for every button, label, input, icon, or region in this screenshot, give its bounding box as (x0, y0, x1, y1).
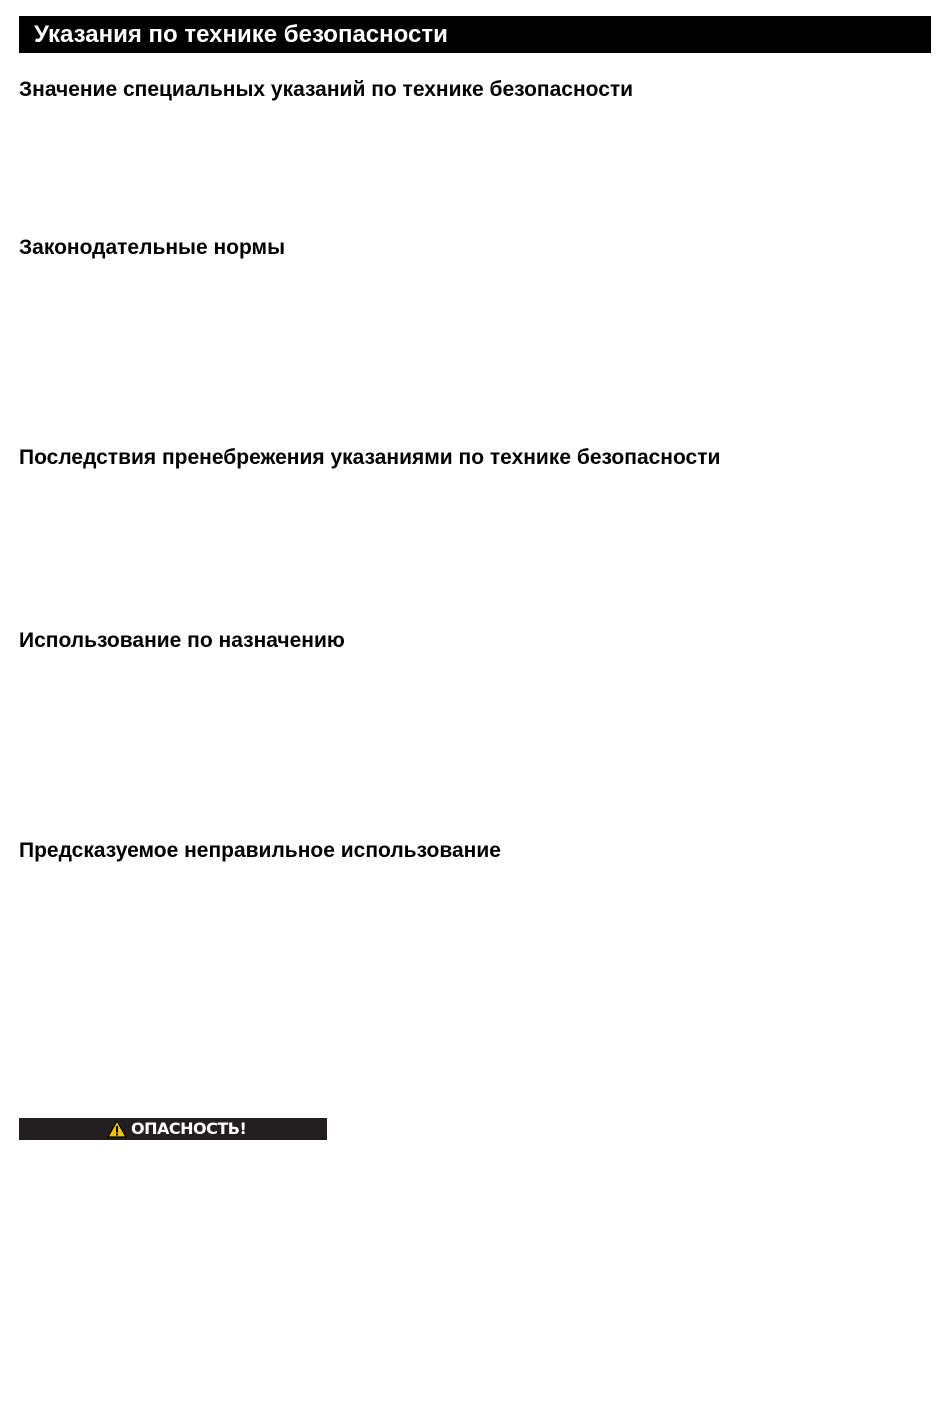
section-heading-foreseeable-misuse: Предсказуемое неправильное использование (19, 839, 501, 862)
warning-triangle-icon (107, 1120, 127, 1138)
section-heading-consequences: Последствия пренебрежения указаниями по технике безопасности (19, 446, 721, 469)
page-title: Указания по технике безопасности (34, 20, 448, 48)
danger-label-text: ОПАСНОСТЬ! (131, 1119, 247, 1138)
danger-label (19, 1118, 327, 1140)
section-heading-legal-norms: Законодательные нормы (19, 236, 286, 259)
page-title-bar (19, 16, 931, 53)
section-heading-intended-use: Использование по назначению (19, 629, 345, 652)
section-heading-safety-notes-meaning: Значение специальных указаний по технике безопасности (19, 78, 634, 101)
